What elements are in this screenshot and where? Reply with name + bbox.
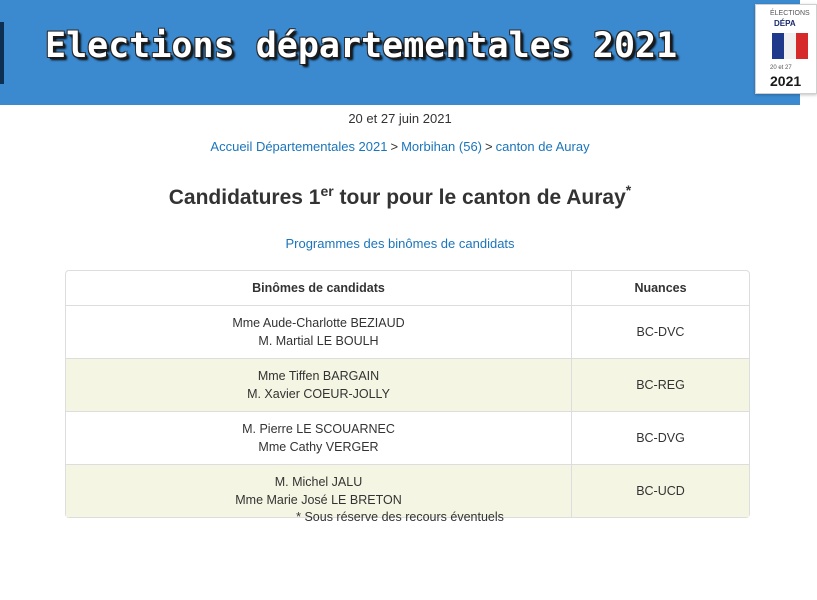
- page-title-prefix: Candidatures 1: [168, 186, 321, 209]
- table-row: [66, 306, 749, 359]
- breadcrumb-separator: >: [485, 139, 493, 154]
- candidate-name: Mme Tiffen BARGAIN: [257, 369, 380, 383]
- nuance-cell: BC-UCD: [572, 465, 749, 517]
- nuance-cell: BC-REG: [572, 359, 749, 412]
- candidate-name: Mme Marie José LE BRETON: [235, 493, 402, 507]
- candidates-cell: [66, 412, 572, 465]
- candidate-name: M. Pierre LE SCOUARNEC: [242, 422, 395, 436]
- table-row: [66, 412, 749, 465]
- candidate-name: Mme Aude-Charlotte BEZIAUD: [232, 316, 405, 330]
- flag-blue-stripe: [772, 33, 784, 59]
- badge-line-2: DÉPA: [774, 19, 796, 28]
- candidates-cell: [66, 359, 572, 412]
- flag-red-stripe: [796, 33, 808, 59]
- column-header-candidates: Binômes de candidats: [66, 271, 572, 306]
- page-title-footnote-marker: *: [625, 182, 632, 198]
- breadcrumb-canton-link[interactable]: canton de Auray: [495, 139, 590, 154]
- nuance-cell: BC-DVG: [572, 412, 749, 465]
- nuance-cell: BC-DVC: [572, 306, 749, 359]
- table-header-row: [66, 271, 749, 306]
- candidates-table: [65, 270, 750, 518]
- page-title-suffix: tour pour le canton de Auray: [333, 186, 626, 209]
- breadcrumb-separator: >: [390, 139, 399, 154]
- badge-line-1: ÉLECTIONS: [770, 10, 810, 17]
- table-row: [66, 359, 749, 412]
- column-header-nuances: Nuances: [572, 271, 749, 306]
- breadcrumb-home-link[interactable]: Accueil Départementales 2021: [210, 139, 388, 154]
- election-dates: 20 et 27 juin 2021: [348, 111, 452, 126]
- candidate-name: M. Martial LE BOULH: [258, 334, 379, 348]
- footnote: * Sous réserve des recours éventuels: [296, 510, 504, 524]
- candidates-cell: [66, 306, 572, 359]
- elections-logo-badge: [755, 4, 817, 94]
- breadcrumb-department-link[interactable]: Morbihan (56): [401, 139, 483, 154]
- candidate-name: M. Michel JALU: [274, 475, 363, 489]
- page-title-superscript: er: [320, 183, 334, 199]
- programmes-link[interactable]: Programmes des binômes de candidats: [285, 236, 515, 251]
- badge-line-3: 20 et 27: [770, 65, 792, 71]
- breadcrumb: [0, 139, 800, 154]
- banner-edge-mark: [0, 22, 4, 84]
- flag-white-stripe: [784, 33, 796, 59]
- page-title: [0, 182, 800, 210]
- programmes-link-container: [0, 236, 800, 251]
- candidate-name: Mme Cathy VERGER: [258, 440, 379, 454]
- header-banner: [0, 0, 810, 105]
- candidate-name: M. Xavier COEUR-JOLLY: [247, 387, 390, 401]
- badge-line-4: 2021: [770, 73, 802, 89]
- banner-title: Elections départementales 2021: [45, 26, 678, 66]
